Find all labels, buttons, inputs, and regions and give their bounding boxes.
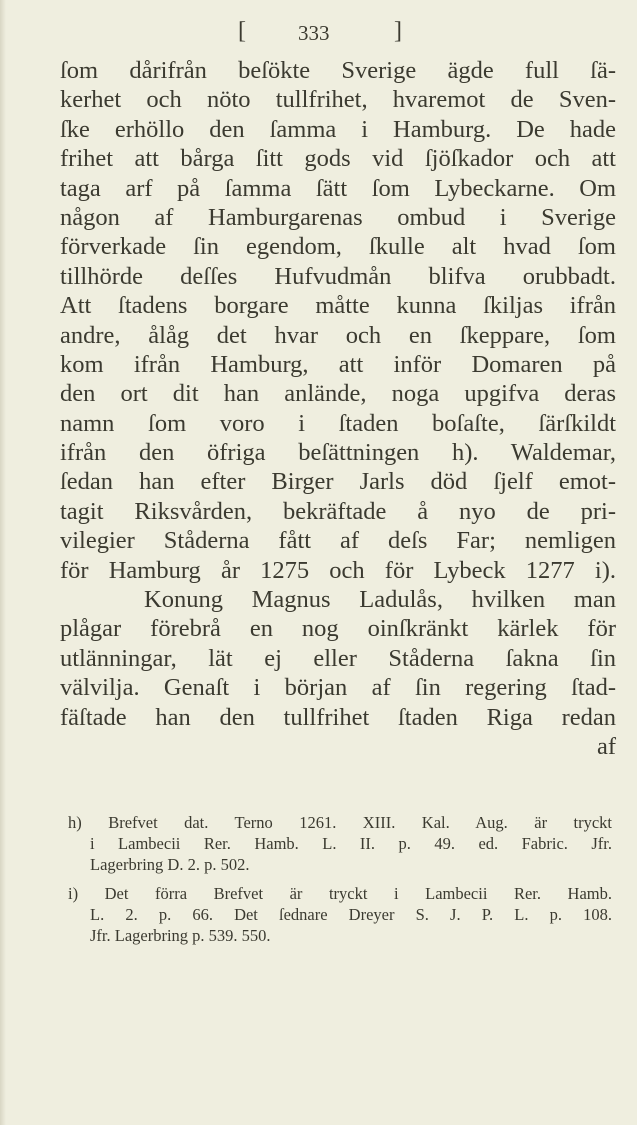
text-line: Att ſtadens borgare måtte kunna ſkiljas ifrån [60,292,616,320]
text-line: frihet att bårga ſitt gods vid ſjöſkador och att [60,145,616,173]
text-line: förverkade ſin egendom, ſkulle alt hvad ſom [60,233,616,261]
catchword: af [596,732,616,760]
footnote-h [68,812,612,875]
text-line: kom ifrån Hamburg, att inför Domaren på [60,350,616,378]
text-line: kerhet och nöto tullfrihet, hvaremot de Sven- [60,86,616,114]
footnote-i [68,883,612,946]
text-line: för Hamburg år 1275 och för Lybeck 1277 i). [60,556,616,584]
footnote-line: i Lambecii Rer. Hamb. L. II. p. 49. ed. Fabric. Jfr. [90,834,612,853]
text-line: välvilja. Genaſt i början af ſin regering ſtad- [60,674,616,702]
text-line: plågar förebrå en nog oinſkränkt kärlek för [60,615,616,643]
text-line: ifrån den öfriga beſättningen h). Waldemar, [60,439,616,467]
text-line: namn ſom voro i ſtaden boſaſte, ſärſkildt [60,409,616,437]
paragraph-start-line: Konung Magnus Ladulås, hvilken man [144,586,616,614]
text-line: någon af Hamburgarenas ombud i Sverige [60,203,616,231]
page-number: 333 [298,21,330,45]
body-text [60,56,616,761]
page-bracket-right: ] [394,18,402,44]
page-edge-shadow [0,0,6,1125]
text-line: ſke erhöllo den ſamma i Hamburg. De hade [60,115,616,143]
page-header [0,18,637,52]
text-line: tillhörde deſſes Hufvudmån blifva orubbadt. [60,262,616,290]
text-line: tagit Riksvården, bekräftade å nyo de pri- [60,497,616,525]
page-bracket-left: [ [238,18,246,44]
footnote-line: Jfr. Lagerbring p. 539. 550. [90,926,271,945]
footnote-line: L. 2. p. 66. Det ſednare Dreyer S. J. P. L. p. 108. [90,905,612,924]
footnote-line: Lagerbring D. 2. p. 502. [90,855,250,874]
footnote-line: h) Brefvet dat. Terno 1261. XIII. Kal. Aug. är tryckt [68,813,612,832]
text-line: utlänningar, lät ej eller Ståderna ſakna ſin [60,644,616,672]
text-line: fäſtade han den tullfrihet ſtaden Riga redan [60,703,616,731]
footnotes [68,812,612,954]
text-line: andre, ålåg det hvar och en ſkeppare, ſom [60,321,616,349]
text-line: vilegier Ståderna fått af deſs Far; nemligen [60,527,616,555]
text-line: taga arf på ſamma ſätt ſom Lybeckarne. Om [60,174,616,202]
text-line: den ort dit han anlände, noga upgifva deras [60,380,616,408]
text-line: ſedan han efter Birger Jarls död ſjelf emot- [60,468,616,496]
text-line: ſom dårifrån beſökte Sverige ägde full ſä- [60,57,616,84]
footnote-line: i) Det förra Brefvet är tryckt i Lambecii Rer. Hamb. [68,884,612,903]
